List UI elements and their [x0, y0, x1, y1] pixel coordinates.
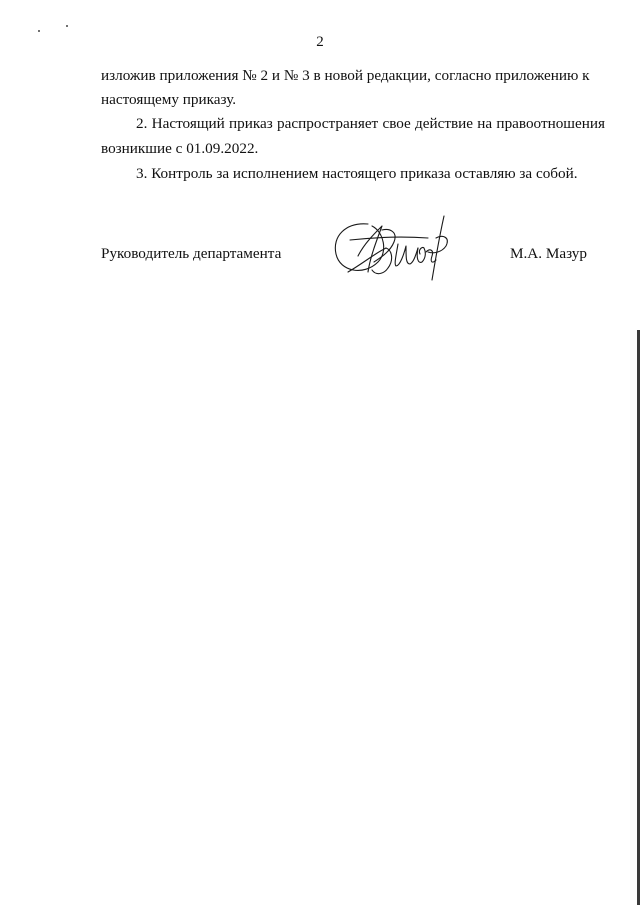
- page-number: 2: [316, 34, 324, 50]
- paragraph-1-line-2: настоящему приказу.: [101, 91, 237, 108]
- position-title: Руководитель департамента: [101, 245, 282, 262]
- scan-speck: [66, 25, 68, 27]
- scan-speck: [38, 30, 40, 32]
- paragraph-2-line-2: возникшие с 01.09.2022.: [101, 140, 259, 157]
- handwritten-signature: [328, 214, 463, 286]
- paragraph-2-line-1: 2. Настоящий приказ распространяет свое действие на правоотношения: [136, 115, 605, 132]
- paragraph-1-line-1: изложив приложения № 2 и № 3 в новой редакции, согласно приложению к: [101, 67, 590, 84]
- signer-name: М.А. Мазур: [510, 245, 587, 262]
- paragraph-3-line-1: 3. Контроль за исполнением настоящего приказа оставляю за собой.: [136, 165, 578, 182]
